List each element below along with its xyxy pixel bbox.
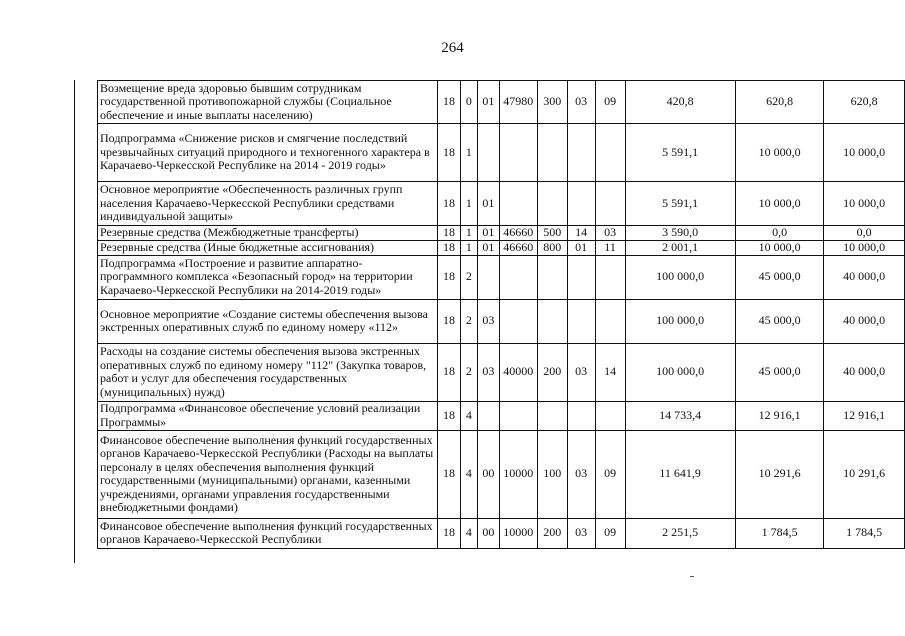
code-subsection: [595, 182, 625, 226]
row-description: Финансовое обеспечение выполнения функций государственных органов Карачаево-Черкесской Республики: [98, 518, 438, 548]
row-description: Основное мероприятие «Обеспеченность различных групп населения Карачаево-Черкесской Республики средствами индивидуальной защиты»: [98, 182, 438, 226]
code-activity: 01: [477, 81, 499, 124]
code-ministry: 18: [437, 226, 460, 241]
code-section: [567, 299, 595, 343]
code-section: 03: [567, 430, 595, 518]
code-section: 01: [567, 240, 595, 255]
code-subprogram: 1: [460, 226, 477, 241]
code-subsection: [595, 401, 625, 430]
code-ministry: 18: [437, 81, 460, 124]
amount-year-2: 45 000,0: [735, 299, 824, 343]
row-description: Резервные средства (Иные бюджетные ассигнования): [98, 240, 438, 255]
code-activity: [477, 124, 499, 182]
amount-year-3: 10 000,0: [824, 124, 905, 182]
amount-year-3: 40 000,0: [824, 299, 905, 343]
code-expense-type: [537, 124, 567, 182]
code-activity: 00: [477, 430, 499, 518]
code-direction: 10000: [499, 518, 537, 548]
code-activity: 01: [477, 226, 499, 241]
amount-year-2: 10 000,0: [735, 124, 824, 182]
table-row: [98, 343, 905, 401]
code-expense-type: [537, 401, 567, 430]
amount-year-2: 12 916,1: [735, 401, 824, 430]
code-direction: [499, 124, 537, 182]
code-activity: [477, 255, 499, 299]
amount-year-1: 100 000,0: [625, 255, 735, 299]
code-section: [567, 401, 595, 430]
code-ministry: 18: [437, 124, 460, 182]
code-expense-type: [537, 299, 567, 343]
table-row: [98, 255, 905, 299]
code-expense-type: [537, 255, 567, 299]
code-activity: [477, 401, 499, 430]
code-ministry: 18: [437, 255, 460, 299]
code-ministry: 18: [437, 343, 460, 401]
code-direction: 47980: [499, 81, 537, 124]
amount-year-2: 10 000,0: [735, 182, 824, 226]
code-subprogram: 1: [460, 182, 477, 226]
code-subprogram: 4: [460, 518, 477, 548]
code-ministry: 18: [437, 182, 460, 226]
code-activity: 01: [477, 240, 499, 255]
budget-table: [97, 80, 905, 549]
amount-year-2: 45 000,0: [735, 343, 824, 401]
code-subsection: [595, 299, 625, 343]
amount-year-1: 100 000,0: [625, 299, 735, 343]
code-direction: 46660: [499, 226, 537, 241]
code-direction: [499, 401, 537, 430]
code-direction: 10000: [499, 430, 537, 518]
row-description: Расходы на создание системы обеспечения вызова экстренных оперативных служб по единому номеру "112" (Закупка товаров, работ и услуг для обеспечения государственных (муниципальных) нужд): [98, 343, 438, 401]
code-expense-type: 200: [537, 343, 567, 401]
table-row: [98, 124, 905, 182]
code-subprogram: 2: [460, 299, 477, 343]
code-subprogram: 2: [460, 343, 477, 401]
amount-year-2: 0,0: [735, 226, 824, 241]
code-ministry: 18: [437, 240, 460, 255]
amount-year-1: 5 591,1: [625, 124, 735, 182]
amount-year-3: 1 784,5: [824, 518, 905, 548]
code-subsection: 09: [595, 430, 625, 518]
scan-artifact: [690, 576, 694, 577]
row-description: Подпрограмма «Снижение рисков и смягчение последствий чрезвычайных ситуаций природного и техногенного характера в Карачаево-Черкесской Республике на 2014 - 2019 годы»: [98, 124, 438, 182]
code-expense-type: [537, 182, 567, 226]
code-subprogram: 0: [460, 81, 477, 124]
table-row: [98, 430, 905, 518]
amount-year-2: 10 291,6: [735, 430, 824, 518]
table-row: [98, 518, 905, 548]
code-ministry: 18: [437, 299, 460, 343]
page-number: 264: [441, 40, 464, 56]
row-description: Возмещение вреда здоровью бывшим сотрудникам государственной противопожарной службы (Социальное обеспечение и иные выплаты населению): [98, 81, 438, 124]
code-expense-type: 800: [537, 240, 567, 255]
code-subprogram: 4: [460, 401, 477, 430]
amount-year-3: 10 000,0: [824, 182, 905, 226]
code-subsection: 11: [595, 240, 625, 255]
table-row: [98, 182, 905, 226]
table-row: [98, 226, 905, 241]
code-subprogram: 1: [460, 124, 477, 182]
amount-year-2: 1 784,5: [735, 518, 824, 548]
amount-year-1: 11 641,9: [625, 430, 735, 518]
code-activity: 01: [477, 182, 499, 226]
code-section: 14: [567, 226, 595, 241]
code-ministry: 18: [437, 518, 460, 548]
row-description: Основное мероприятие «Создание системы обеспечения вызова экстренных оперативных служб по единому номеру «112»: [98, 299, 438, 343]
code-subsection: 09: [595, 518, 625, 548]
table-row: [98, 240, 905, 255]
code-subprogram: 4: [460, 430, 477, 518]
amount-year-1: 100 000,0: [625, 343, 735, 401]
amount-year-3: 40 000,0: [824, 255, 905, 299]
amount-year-2: 10 000,0: [735, 240, 824, 255]
table-row: [98, 401, 905, 430]
code-ministry: 18: [437, 430, 460, 518]
code-direction: 46660: [499, 240, 537, 255]
code-section: 03: [567, 518, 595, 548]
code-direction: [499, 299, 537, 343]
code-subsection: 14: [595, 343, 625, 401]
code-expense-type: 100: [537, 430, 567, 518]
code-activity: 03: [477, 343, 499, 401]
code-section: [567, 182, 595, 226]
amount-year-2: 620,8: [735, 81, 824, 124]
code-activity: 00: [477, 518, 499, 548]
amount-year-1: 14 733,4: [625, 401, 735, 430]
code-subsection: 03: [595, 226, 625, 241]
code-expense-type: 200: [537, 518, 567, 548]
code-expense-type: 500: [537, 226, 567, 241]
code-subsection: 09: [595, 81, 625, 124]
code-section: 03: [567, 81, 595, 124]
code-subprogram: 1: [460, 240, 477, 255]
left-margin-rule: [74, 80, 75, 563]
amount-year-3: 10 000,0: [824, 240, 905, 255]
code-subprogram: 2: [460, 255, 477, 299]
amount-year-3: 620,8: [824, 81, 905, 124]
code-section: 03: [567, 343, 595, 401]
amount-year-1: 2 001,1: [625, 240, 735, 255]
code-direction: [499, 255, 537, 299]
row-description: Резервные средства (Межбюджетные трансферты): [98, 226, 438, 241]
code-activity: 03: [477, 299, 499, 343]
code-subsection: [595, 124, 625, 182]
amount-year-2: 45 000,0: [735, 255, 824, 299]
amount-year-1: 2 251,5: [625, 518, 735, 548]
code-section: [567, 124, 595, 182]
row-description: Подпрограмма «Построение и развитие аппаратно-программного комплекса «Безопасный город» на территории Карачаево-Черкесской Республики на 2014-2019 годы»: [98, 255, 438, 299]
amount-year-1: 5 591,1: [625, 182, 735, 226]
amount-year-3: 12 916,1: [824, 401, 905, 430]
code-direction: 40000: [499, 343, 537, 401]
row-description: Подпрограмма «Финансовое обеспечение условий реализации Программы»: [98, 401, 438, 430]
row-description: Финансовое обеспечение выполнения функций государственных органов Карачаево-Черкесской Республики (Расходы на выплаты персоналу в целях обеспечения выполнения функций государственными (муниципальными) органами, казенными учреждениями, органами управления государственными внебюджетными фондами): [98, 430, 438, 518]
table-row: [98, 81, 905, 124]
amount-year-3: 0,0: [824, 226, 905, 241]
amount-year-1: 3 590,0: [625, 226, 735, 241]
amount-year-1: 420,8: [625, 81, 735, 124]
code-expense-type: 300: [537, 81, 567, 124]
code-ministry: 18: [437, 401, 460, 430]
amount-year-3: 10 291,6: [824, 430, 905, 518]
table-row: [98, 299, 905, 343]
amount-year-3: 40 000,0: [824, 343, 905, 401]
code-subsection: [595, 255, 625, 299]
code-direction: [499, 182, 537, 226]
code-section: [567, 255, 595, 299]
